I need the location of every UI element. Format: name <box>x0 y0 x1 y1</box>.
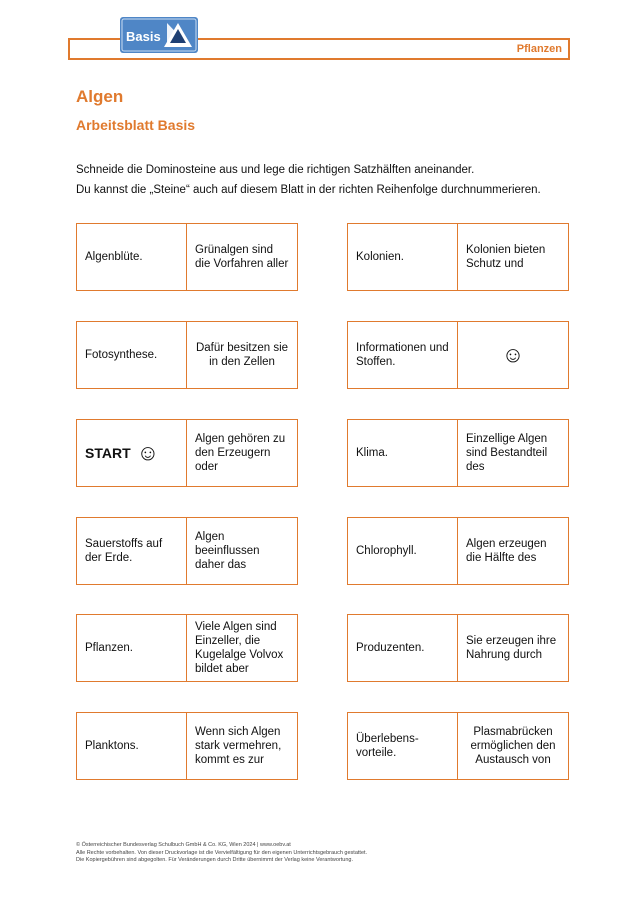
domino-left-half <box>77 420 187 486</box>
instruction-line-2: Du kannst die „Steine“ auch auf diesem Blatt in der richten Reihenfolge durchnummerieren. <box>76 184 541 196</box>
footer-line: Alle Rechte vorbehalten. Von dieser Druckvorlage ist die Vervielfältigung für den eigenen Unterrichtsgebrauch gestattet. <box>76 849 368 856</box>
domino-left-half: Sauerstoffs auf der Erde. <box>77 518 187 584</box>
domino-tile <box>76 712 298 780</box>
smiley-icon: ☺ <box>136 440 160 465</box>
domino-tile <box>347 419 569 487</box>
copyright-footer <box>76 842 367 865</box>
domino-tile <box>76 419 298 487</box>
domino-right-half: Sie erzeugen ihre Nahrung durch <box>466 635 557 661</box>
domino-tile <box>347 517 569 585</box>
smiley-icon: ☺ <box>501 342 525 367</box>
instruction-line-1: Schneide die Dominosteine aus und lege die richtigen Satzhälften aneinander. <box>76 164 475 176</box>
domino-tile <box>76 321 298 389</box>
domino-left-half: Produzenten. <box>348 615 458 681</box>
domino-right-half: Dafür besitzen sie in den Zellen <box>195 342 289 368</box>
domino-left-half: Fotosynthese. <box>77 322 187 388</box>
domino-right-half: Wenn sich Algen stark vermehren, kommt es zur <box>195 726 282 766</box>
domino-tile <box>347 223 569 291</box>
domino-tile <box>76 614 298 682</box>
domino-left-half: Algenblüte. <box>77 224 187 290</box>
domino-left-half: Pflanzen. <box>77 615 187 681</box>
domino-left-half: Klima. <box>348 420 458 486</box>
domino-tile <box>76 223 298 291</box>
subject-label: Pflanzen <box>516 43 562 55</box>
domino-right-half: Einzellige Algen sind Bestandteil des <box>466 433 548 473</box>
domino-right-half: Algen erzeugen die Hälfte des <box>466 538 547 564</box>
domino-left-half: Kolonien. <box>348 224 458 290</box>
logo-text: Basis <box>126 29 161 44</box>
domino-tile <box>347 321 569 389</box>
domino-right-half: Algen gehören zu den Erzeugern oder <box>195 433 286 473</box>
footer-line: Die Kopiergebühren sind abgegolten. Für Veränderungen durch Dritte übernimmt der Verlag keine Verantwortung. <box>76 857 354 863</box>
domino-right-half: Grünalgen sind die Vorfahren aller <box>195 244 289 270</box>
domino-right-half: Algen beeinflussen daher das <box>195 531 260 571</box>
domino-left-half: Überlebens-vorteile. <box>348 713 458 779</box>
domino-left-half: Planktons. <box>77 713 187 779</box>
domino-right-half: Kolonien bieten Schutz und <box>466 244 546 270</box>
domino-right-half: Viele Algen sind Einzeller, die Kugelalge Volvox bildet aber <box>195 621 284 675</box>
domino-tile <box>347 712 569 780</box>
domino-left-half: Informationen und Stoffen. <box>348 322 458 388</box>
domino-right-half <box>458 322 568 388</box>
page-subtitle: Arbeitsblatt Basis <box>76 117 196 133</box>
domino-left-half: Chlorophyll. <box>348 518 458 584</box>
domino-tile <box>347 614 569 682</box>
basis-logo <box>120 17 198 53</box>
start-label: START <box>85 445 131 461</box>
page-title: Algen <box>76 87 124 106</box>
start-marker <box>85 442 159 464</box>
footer-line: © Österreichischer Bundesverlag Schulbuch GmbH & Co. KG, Wien 2024 | www.oebv.at <box>76 842 291 848</box>
domino-tile <box>76 517 298 585</box>
domino-right-half: Plasmabrücken ermöglichen den Austausch von <box>470 726 556 766</box>
